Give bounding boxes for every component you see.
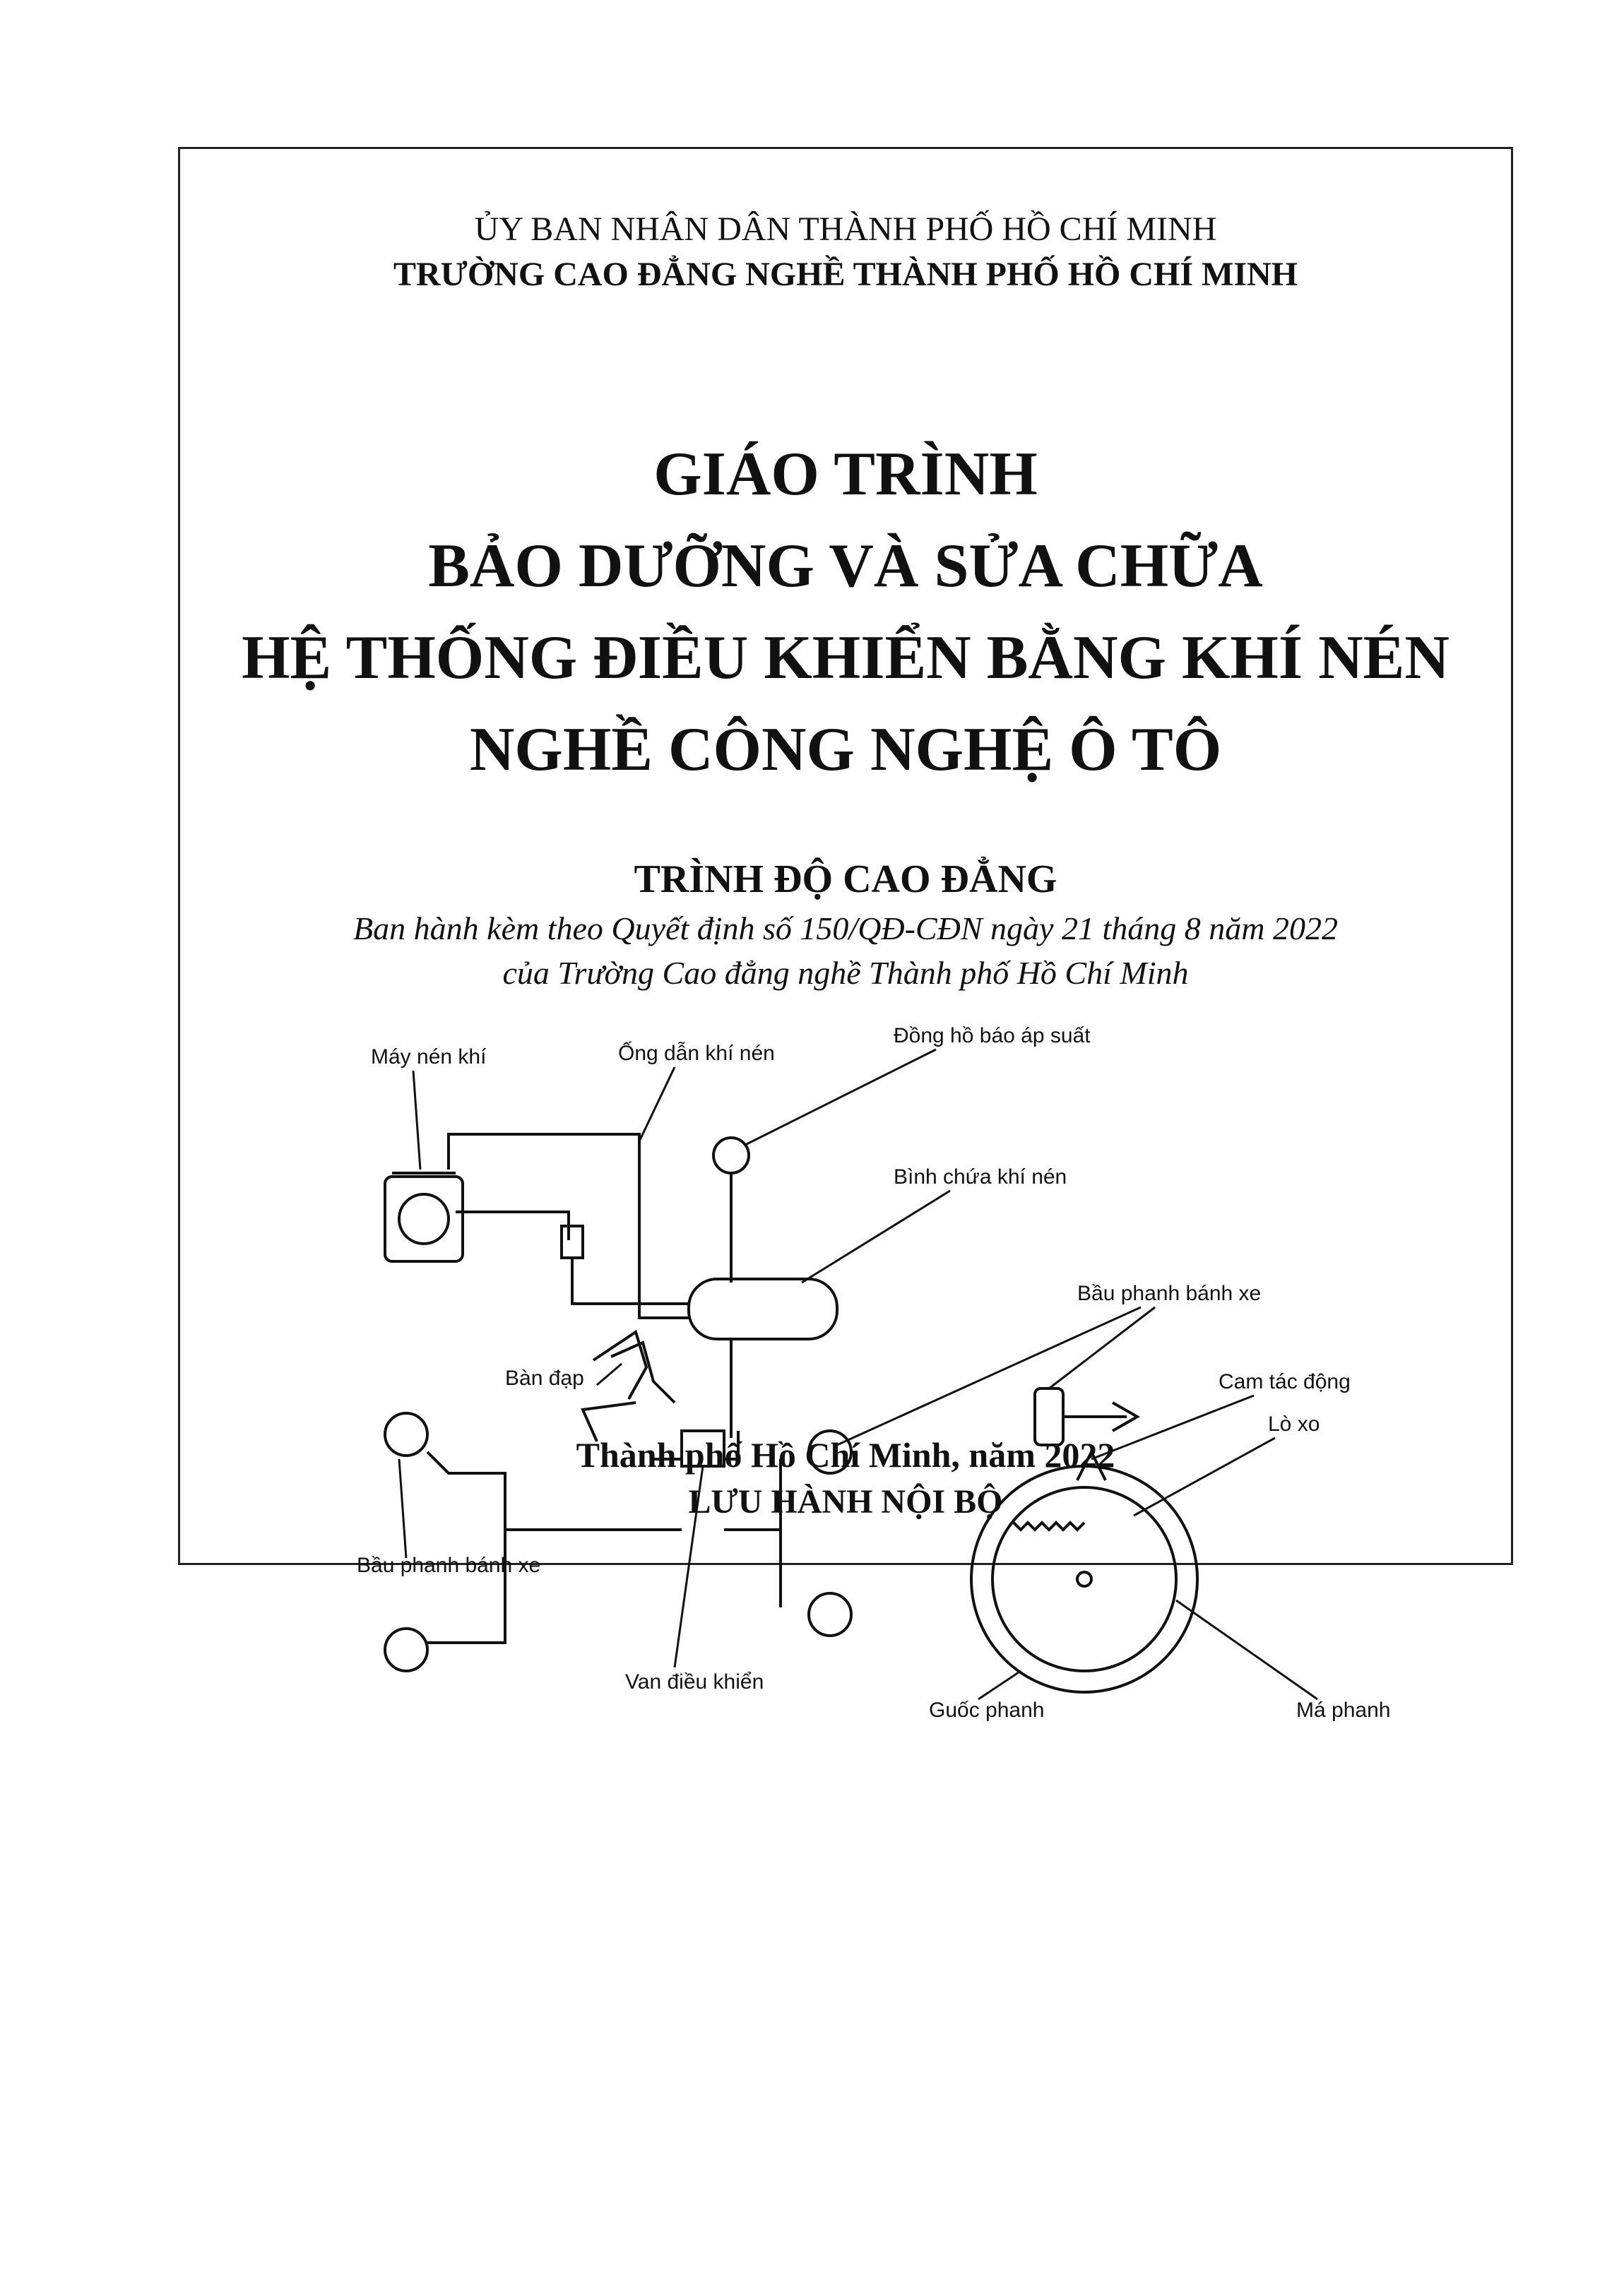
internal-circulation: LƯU HÀNH NỘI BỘ <box>688 1483 1003 1521</box>
place-year: Thành phố Hồ Chí Minh, năm 2022 <box>576 1435 1115 1475</box>
title-line-2: BẢO DƯỠNG VÀ SỬA CHỮA <box>428 532 1263 600</box>
decision-line-2: của Trường Cao đẳng nghề Thành phố Hồ Chí Minh <box>502 955 1189 991</box>
label-cam: Cam tác động <box>1219 1370 1351 1393</box>
label-pedal: Bàn đạp <box>505 1367 584 1390</box>
label-shoe: Guốc phanh <box>929 1699 1045 1722</box>
title-line-4: NGHỀ CÔNG NGHỆ Ô TÔ <box>469 715 1222 784</box>
authority-name: ỦY BAN NHÂN DÂN THÀNH PHỐ HỒ CHÍ MINH <box>474 210 1217 248</box>
label-tank: Bình chứa khí nén <box>894 1165 1067 1189</box>
title-line-3: HỆ THỐNG ĐIỀU KHIỂN BẰNG KHÍ NÉN <box>242 624 1450 692</box>
label-valve: Van điều khiển <box>625 1670 764 1694</box>
label-chamber-left: Bầu phanh bánh xe <box>357 1554 541 1577</box>
label-pipe: Ống dẫn khí nén <box>618 1042 775 1065</box>
label-chamber-right: Bầu phanh bánh xe <box>1077 1282 1262 1305</box>
compressor-shape <box>385 1177 463 1261</box>
brake-spring <box>1014 1523 1084 1530</box>
right-chamber-bottom <box>809 1593 851 1636</box>
label-lining: Má phanh <box>1296 1699 1391 1722</box>
training-level: TRÌNH ĐỘ CAO ĐẲNG <box>634 857 1057 901</box>
label-gauge: Đồng hồ báo áp suất <box>894 1024 1091 1047</box>
label-compressor: Máy nén khí <box>371 1045 487 1069</box>
gauge-shape <box>713 1138 749 1173</box>
cover-frame <box>178 147 1513 1722</box>
school-name: TRƯỜNG CAO ĐẲNG NGHỀ THÀNH PHỐ HỒ CHÍ MINH <box>393 256 1298 293</box>
tank-shape <box>689 1279 837 1339</box>
decision-line-1: Ban hành kèm theo Quyết định số 150/QĐ-CĐN ngày 21 tháng 8 năm 2022 <box>353 910 1338 946</box>
label-spring: Lò xo <box>1268 1412 1320 1436</box>
left-chamber-bottom <box>385 1629 427 1671</box>
title-line-1: GIÁO TRÌNH <box>653 440 1038 508</box>
